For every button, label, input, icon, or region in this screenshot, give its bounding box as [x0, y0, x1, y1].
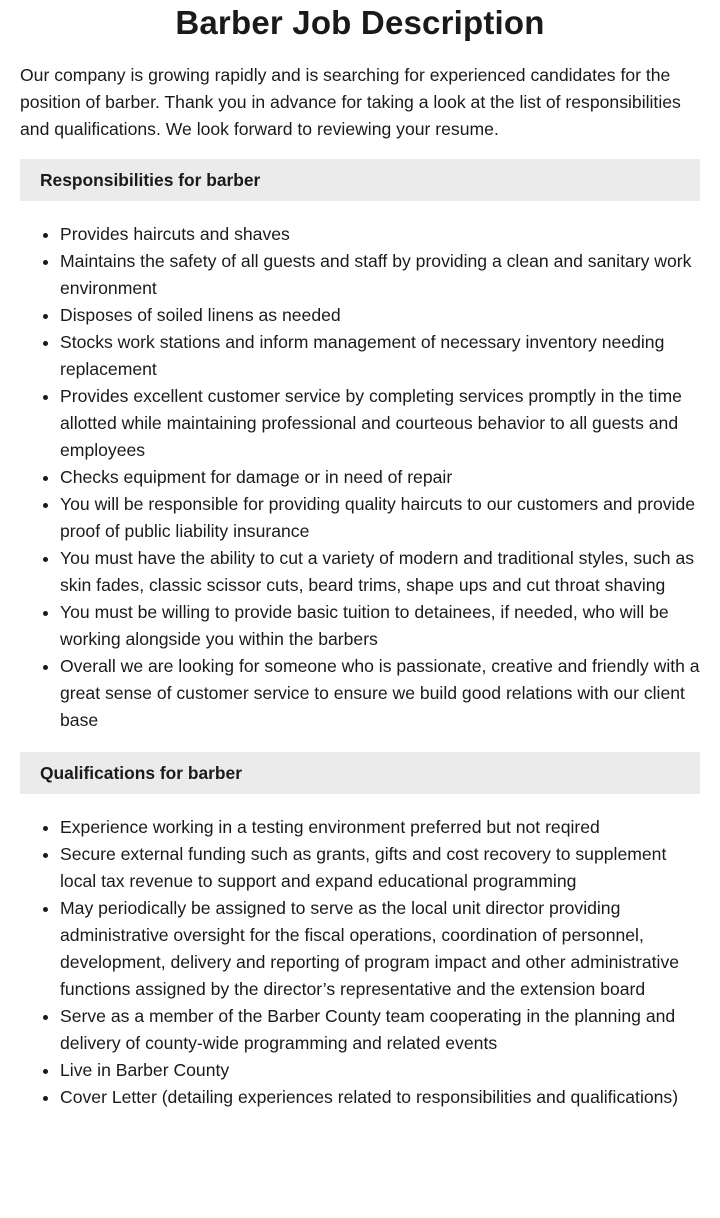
qualification-item: • Serve as a member of the Barber County team cooperating in the planning and delivery of county-wide programming and related events — [60, 1003, 700, 1057]
qualification-item: • Cover Letter (detailing experiences related to responsibilities and qualifications) — [60, 1084, 700, 1111]
responsibility-item: • Disposes of soiled linens as needed — [60, 302, 700, 329]
responsibilities-heading: Responsibilities for barber — [20, 159, 700, 201]
responsibility-item: • Maintains the safety of all guests and staff by providing a clean and sanitary work environment — [60, 248, 700, 302]
qualification-item: • Experience working in a testing environment preferred but not reqired — [60, 814, 700, 841]
qualification-item: • May periodically be assigned to serve as the local unit director providing administrative oversight for the fiscal operations, coordination of personnel, development, delivery and reporting of program impact and other administrative functions assigned by the director’s representative and the extension board — [60, 895, 700, 1003]
responsibility-item: • You must be willing to provide basic tuition to detainees, if needed, who will be working alongside you within the barbers — [60, 599, 700, 653]
responsibilities-list — [20, 221, 700, 734]
qualifications-heading: Qualifications for barber — [20, 752, 700, 794]
qualifications-list — [20, 814, 700, 1111]
intro-paragraph: Our company is growing rapidly and is searching for experienced candidates for the position of barber. Thank you in advance for taking a look at the list of responsibilities and qualifications. We look forward to reviewing your resume. — [20, 65, 681, 139]
responsibility-item: • You will be responsible for providing quality haircuts to our customers and provide proof of public liability insurance — [60, 491, 700, 545]
responsibility-item: • Overall we are looking for someone who is passionate, creative and friendly with a great sense of customer service to ensure we build good relations with our client base — [60, 653, 700, 734]
page-title: Barber Job Description — [175, 4, 545, 41]
responsibility-item: • You must have the ability to cut a variety of modern and traditional styles, such as skin fades, classic scissor cuts, beard trims, shape ups and cut throat shaving — [60, 545, 700, 599]
responsibility-item: • Stocks work stations and inform management of necessary inventory needing replacement — [60, 329, 700, 383]
responsibility-item: • Provides excellent customer service by completing services promptly in the time allotted while maintaining professional and courteous behavior to all guests and employees — [60, 383, 700, 464]
responsibility-item: • Checks equipment for damage or in need of repair — [60, 464, 700, 491]
qualification-item: • Live in Barber County — [60, 1057, 700, 1084]
qualification-item: • Secure external funding such as grants, gifts and cost recovery to supplement local tax revenue to support and expand educational programming — [60, 841, 700, 895]
responsibility-item: • Provides haircuts and shaves — [60, 221, 700, 248]
